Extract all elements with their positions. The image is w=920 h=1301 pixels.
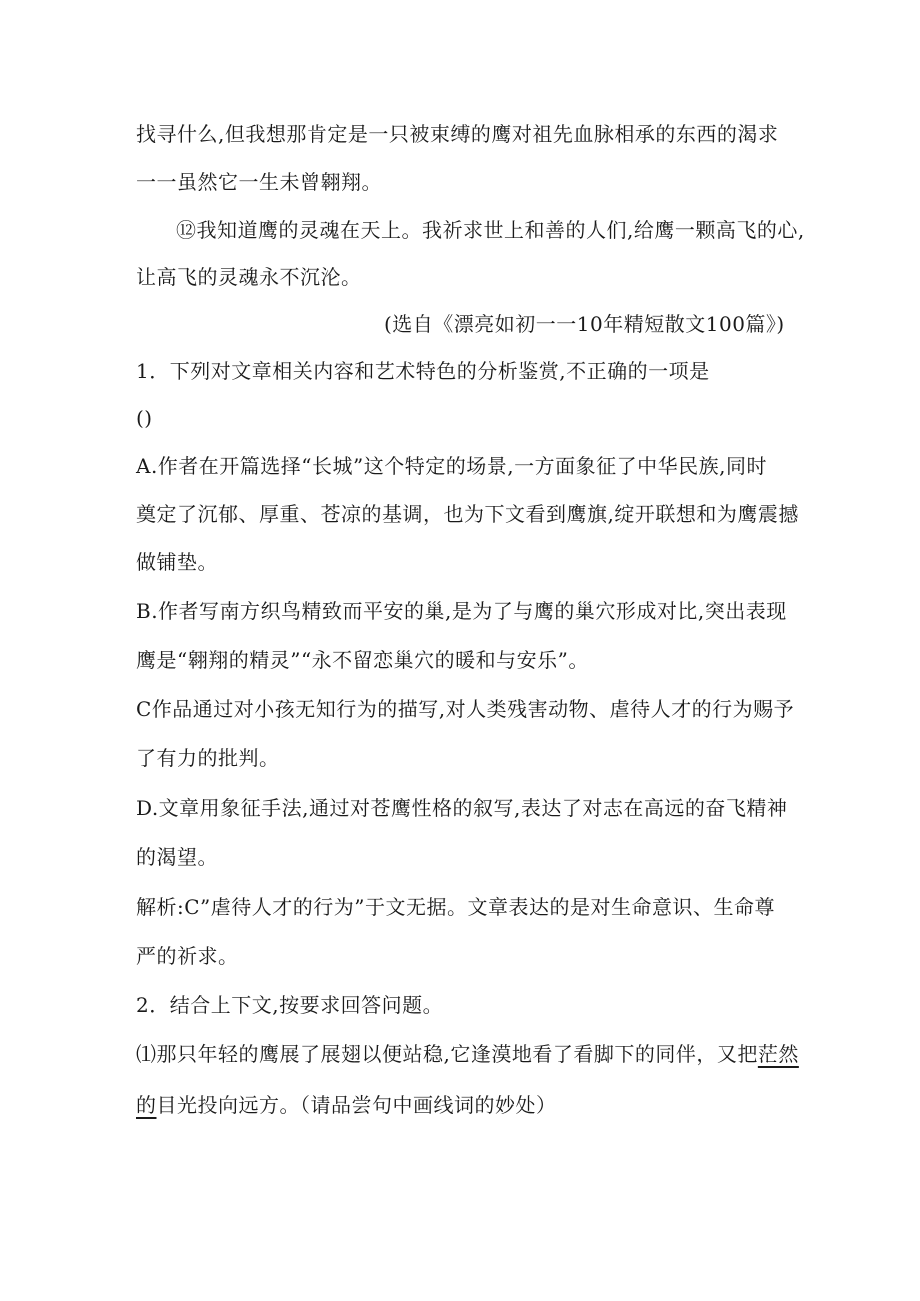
subquestion-1-text: ⑴那只年轻的鹰展了展翅以便站稳,它逢漠地看了看脚下的同伴，又把 [136,1042,758,1066]
underlined-word: 茫然 [757,1042,799,1066]
option-a-line-1: A.作者在开篇选择“长城”这个特定的场景,一方面象征了中华民族,同时 [136,454,767,478]
subquestion-1-line-2 [136,1091,557,1119]
paragraph-12-line-1: ⑫我知道鹰的灵魂在天上。我祈求世上和善的人们,给鹰一颗高飞的心, [176,218,805,242]
option-a-line-2: 奠定了沉郁、厚重、苍凉的基调，也为下文看到鹰旗,绽开联想和为鹰震撼 [136,502,799,526]
passage-source: (选自《漂亮如初一一10年精短散文100篇》) [384,312,785,336]
option-d-line-2: 的渴望。 [136,845,218,869]
option-a-line-3: 做铺垫。 [136,550,218,574]
subquestion-1-instruction: 目光投向远方。（请品尝句中画线词的妙处） [156,1093,557,1117]
option-c-line-1: C作品通过对小孩无知行为的描写,对人类残害动物、虐待人才的行为赐予 [136,697,795,721]
analysis-line-1: 解析:C”虐待人才的行为”于文无据。文章表达的是对生命意识、生命尊 [136,895,775,919]
question-2-stem: 2．结合上下文,按要求回答问题。 [136,993,444,1017]
passage-line-2: 一一虽然它一生未曾翱翔。 [136,170,382,194]
paragraph-12-line-2: 让高飞的灵魂永不沉沦。 [136,265,362,289]
analysis-line-2: 严的祈求。 [136,944,239,968]
underlined-word-continued: 的 [136,1093,157,1117]
option-c-line-2: 了有力的批判。 [136,746,280,770]
question-1-stem: 1．下列对文章相关内容和艺术特色的分析鉴赏,不正确的一项是 [136,359,710,383]
option-b-line-1: B.作者写南方织鸟精致而平安的巢,是为了与鹰的巢穴形成对比,突出表现 [136,599,787,623]
option-d-line-1: D.文章用象征手法,通过对苍鹰性格的叙写,表达了对志在高远的奋飞精神 [136,796,788,820]
subquestion-1-line-1 [136,1040,799,1068]
question-1-answer-bracket: () [136,406,153,430]
passage-line-1: 找寻什么,但我想那肯定是一只被束缚的鹰对祖先血脉相承的东西的渴求 [136,122,779,146]
option-b-line-2: 鹰是“翱翔的精灵”“永不留恋巢穴的暖和与安乐”。 [136,648,589,672]
